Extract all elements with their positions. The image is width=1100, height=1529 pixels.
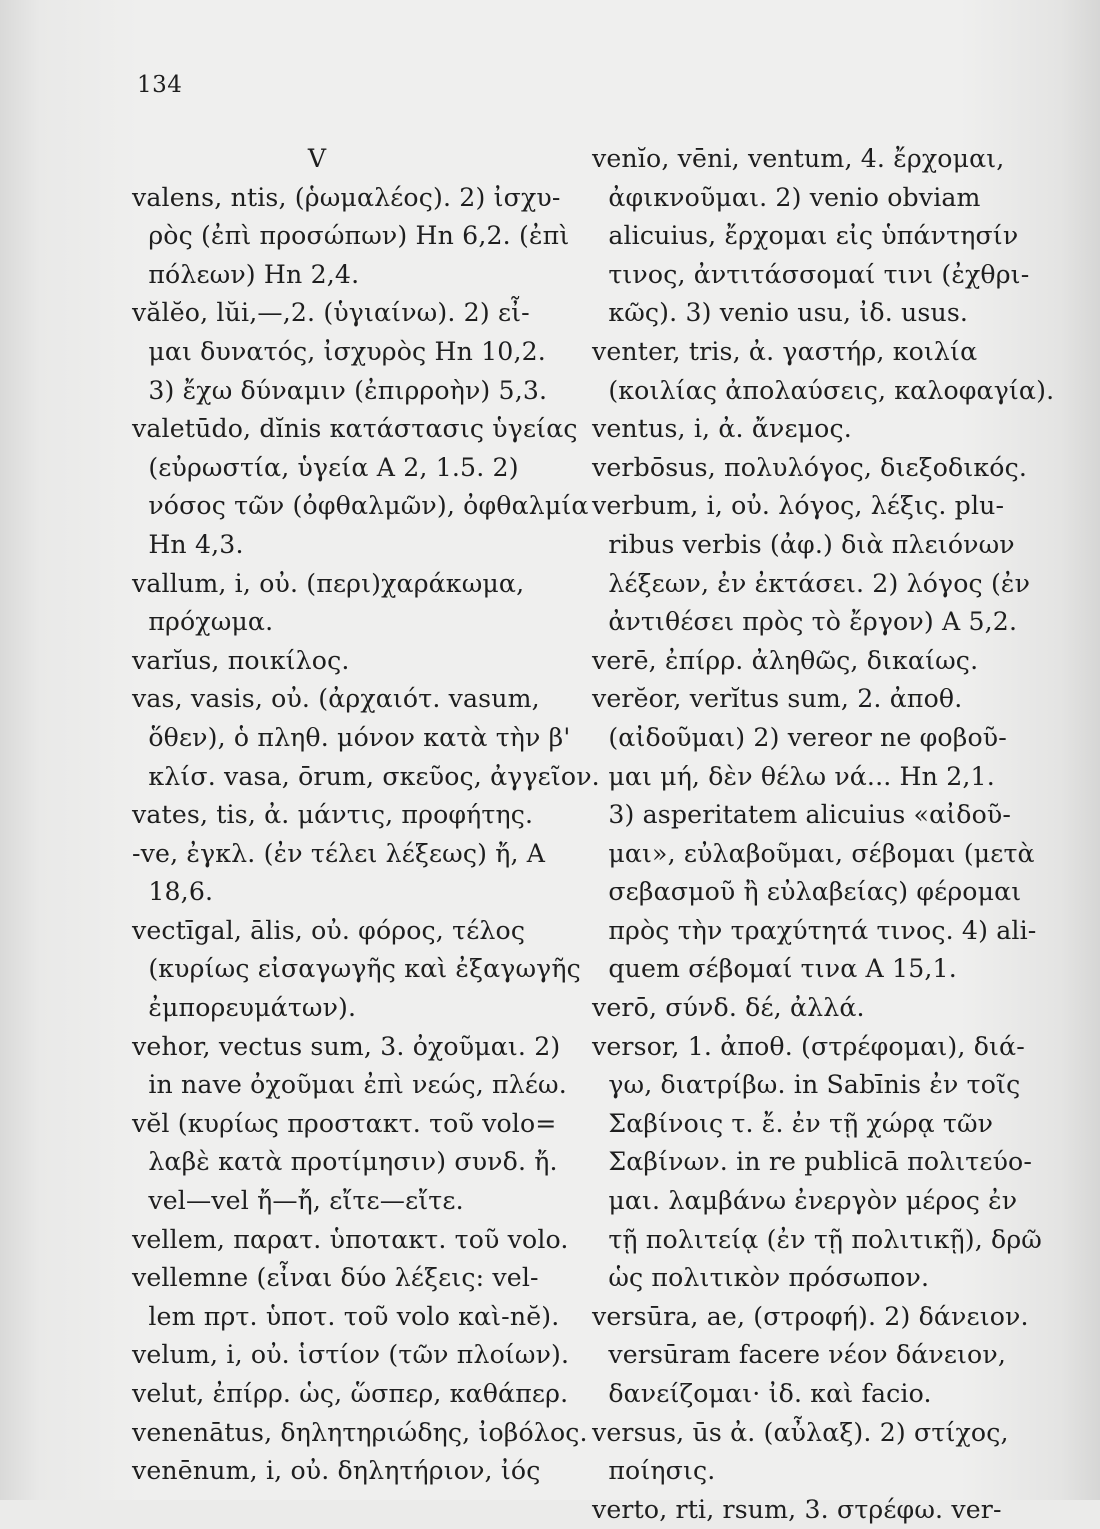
entry-line: vallum, i, οὐ. (περι)χαράκωμα, — [132, 568, 525, 598]
entry-line: λαβὲ κατὰ προτίμησιν) συνδ. ἤ. — [132, 1147, 558, 1177]
entry-line: κῶς). 3) venio usu, ἰδ. usus. — [592, 298, 969, 328]
entry-line: νόσος τῶν (ὀφθαλμῶν), ὀφθαλμία — [132, 491, 589, 521]
entry-line: versūram facere νέον δάνειον, — [592, 1340, 1006, 1370]
entry-line: alicuius, ἔρχομαι εἰς ὑπάντησίν — [592, 221, 1019, 251]
entry-line: venenātus, δηλητηριώδης, ἰοβόλος. — [132, 1417, 588, 1447]
entry-line: in nave ὀχοῦμαι ἐπὶ νεώς, πλέω. — [132, 1070, 567, 1100]
entry-line: πρὸς τὴν τραχύτητά τινος. 4) ali- — [592, 915, 1037, 945]
entry-line: 3) ἔχω δύναμιν (ἐπιρροὴν) 5,3. — [132, 375, 548, 405]
page-number: 134 — [137, 72, 183, 98]
entry-line: ὅθεν), ὁ πληθ. μόνον κατὰ τὴν β' — [132, 722, 571, 752]
entry-line: venēnum, i, οὐ. δηλητήριον, ἰός — [132, 1456, 541, 1486]
entry-line: ribus verbis (ἀφ.) διὰ πλειόνων — [592, 529, 1015, 559]
entry-line: ventus, i, ἀ. ἄνεμος. — [592, 414, 852, 444]
entry-line: μαι δυνατός, ἰσχυρὸς Ηn 10,2. — [132, 336, 546, 366]
entry-line: μαι», εὐλαβοῦμαι, σέβομαι (μετὰ — [592, 838, 1035, 868]
entry-line: τῇ πολιτείᾳ (ἐν τῇ πολιτικῇ), δρῶ — [592, 1224, 1042, 1254]
entry-line: σεβασμοῦ ἢ εὐλαβείας) φέρομαι — [592, 877, 1022, 907]
entry-line: verbum, i, οὐ. λόγος, λέξις. plu- — [592, 491, 1005, 521]
entry-line: vel—vel ἤ—ἤ, εἴτε—εἴτε. — [132, 1186, 464, 1216]
entry-line: 3) asperitatem alicuius «αἰδοῦ- — [592, 800, 1012, 830]
entry-line: venter, tris, ἀ. γαστήρ, κοιλία — [592, 336, 978, 366]
entry-line: 18,6. — [132, 877, 214, 907]
right-column — [592, 140, 1055, 1529]
entry-line: ἀφικνοῦμαι. 2) venio obviam — [592, 182, 981, 212]
entry-line: (εὐρωστία, ὑγεία Α 2, 1.5. 2) — [132, 452, 519, 482]
entry-line: valens, ntis, (ῥωμαλέος). 2) ἰσχυ- — [132, 182, 561, 212]
entry-line: (κοιλίας ἀπολαύσεις, καλοφαγία). — [592, 375, 1055, 405]
entry-line: ἐμπορευμάτων). — [132, 993, 357, 1023]
entry-line: verē, ἐπίρρ. ἀληθῶς, δικαίως. — [592, 645, 979, 675]
entry-line: verō, σύνδ. δέ, ἀλλά. — [592, 993, 865, 1023]
entry-line: vectīgal, ālis, οὐ. φόρος, τέλος — [132, 915, 526, 945]
entry-line: lem πρτ. ὑποτ. τοῦ volo καὶ-nĕ). — [132, 1301, 560, 1331]
entry-line: verĕor, verĭtus sum, 2. ἀποθ. — [592, 684, 963, 714]
entry-line: valetūdo, dĭnis κατάστασις ὑγείας — [132, 414, 578, 444]
entry-line: versūra, ae, (στροφή). 2) δάνειον. — [592, 1301, 1029, 1331]
entry-line: μαι. λαμβάνω ἐνεργὸν μέρος ἐν — [592, 1186, 1018, 1216]
entry-line: versor, 1. ἀποθ. (στρέφομαι), διά- — [592, 1031, 1025, 1061]
entry-line: Ηn 4,3. — [132, 529, 244, 559]
entry-line: velut, ἐπίρρ. ὡς, ὥσπερ, καθάπερ. — [132, 1379, 569, 1408]
entry-line: κλίσ. vasa, ōrum, σκεῦος, ἀγγεῖον. — [132, 761, 600, 791]
entry-line: -ve, ἐγκλ. (ἐν τέλει λέξεως) ἤ, Α — [132, 838, 546, 868]
entry-line: vellemne (εἶναι δύο λέξεις: vel- — [132, 1263, 539, 1293]
entry-line: ρὸς (ἐπὶ προσώπων) Ηn 6,2. (ἐπὶ — [132, 221, 570, 251]
entry-line: ἀντιθέσει πρὸς τὸ ἔργον) Α 5,2. — [592, 607, 1018, 637]
entry-line: vĕl (κυρίως προστακτ. τοῦ volo= — [132, 1108, 557, 1138]
entry-line: vălĕo, lŭi,—,2. (ὑγιαίνω). 2) εἶ- — [132, 298, 530, 328]
entry-line: velum, i, οὐ. ἱστίον (τῶν πλοίων). — [132, 1340, 570, 1370]
entry-line: (αἰδοῦμαι) 2) vereor ne φοβοῦ- — [592, 722, 1007, 752]
entry-line: τινος, ἀντιτάσσομαί τινι (ἐχθρι- — [592, 259, 1030, 289]
entry-line: πρόχωμα. — [132, 607, 274, 637]
entry-line: ποίησις. — [592, 1456, 716, 1486]
entry-line: Σαβίνοις τ. ἔ. ἐν τῇ χώρᾳ τῶν — [592, 1108, 994, 1138]
entry-line: versus, ūs ἀ. (αὖλαξ). 2) στίχος, — [592, 1417, 1009, 1447]
entry-line: δανείζομαι· ἰδ. καὶ facio. — [592, 1379, 932, 1408]
entry-line: venĭo, vēni, ventum, 4. ἔρχομαι, — [592, 144, 1005, 173]
entry-line: πόλεων) Ηn 2,4. — [132, 259, 360, 289]
entry-line: quem σέβομαί τινα Α 15,1. — [592, 954, 957, 984]
entry-line: (κυρίως εἰσαγωγῆς καὶ ἐξαγωγῆς — [132, 954, 581, 984]
entry-line: γω, διατρίβω. in Sabīnis ἐν τοῖς — [592, 1070, 1021, 1100]
entry-line: vehor, vectus sum, 3. ὀχοῦμαι. 2) — [132, 1031, 561, 1061]
entry-line: λέξεων, ἐν ἐκτάσει. 2) λόγος (ἐν — [592, 568, 1031, 598]
entry-line: ὡς πολιτικὸν πρόσωπον. — [592, 1263, 930, 1293]
entry-line: verto, rti, rsum, 3. στρέφω. ver- — [592, 1494, 1002, 1524]
entry-line: vates, tis, ἀ. μάντις, προφήτης. — [132, 800, 534, 830]
section-letter-heading: V — [307, 144, 327, 173]
entry-line: vas, vasis, οὐ. (ἀρχαιότ. vasum, — [132, 684, 540, 714]
entry-line: vellem, παρατ. ὑποτακτ. τοῦ volo. — [132, 1224, 569, 1254]
entry-line: varĭus, ποικίλος. — [132, 645, 350, 675]
entry-line: verbōsus, πολυλόγος, διεξοδικός. — [592, 452, 1027, 482]
entry-line: μαι μή, δὲν θέλω νά... Ηn 2,1. — [592, 761, 995, 791]
entry-line: Σαβίνων. in re publicā πολιτεύο- — [592, 1147, 1033, 1177]
left-column — [132, 140, 600, 1491]
